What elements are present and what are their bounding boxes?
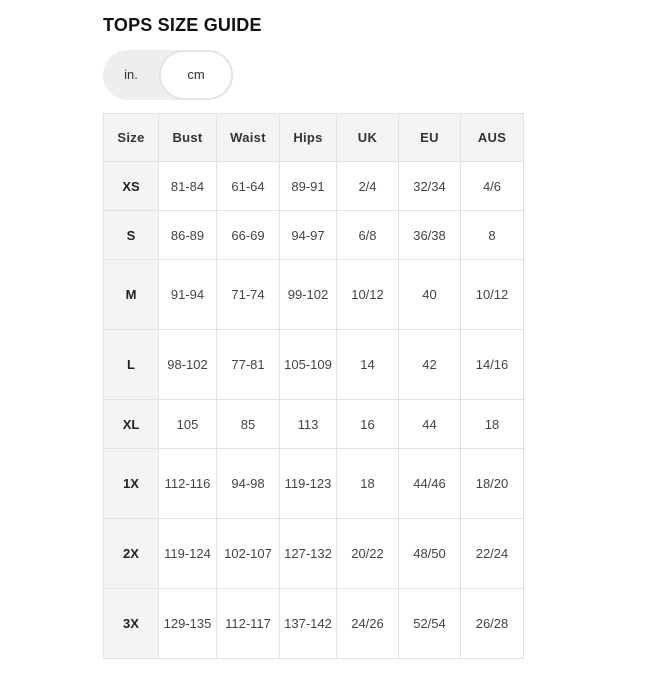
hips-cell: 119-123 xyxy=(280,449,337,519)
bust-cell: 91-94 xyxy=(159,260,217,330)
eu-cell: 44/46 xyxy=(399,449,461,519)
hips-cell: 105-109 xyxy=(280,330,337,400)
aus-cell: 18 xyxy=(461,400,524,449)
aus-cell: 8 xyxy=(461,211,524,260)
table-row xyxy=(104,211,524,260)
waist-cell: 102-107 xyxy=(217,519,280,589)
table-row xyxy=(104,260,524,330)
bust-cell: 105 xyxy=(159,400,217,449)
bust-cell: 86-89 xyxy=(159,211,217,260)
table-row xyxy=(104,519,524,589)
column-header-eu: EU xyxy=(399,114,461,162)
table-header-row xyxy=(104,114,524,162)
hips-cell: 94-97 xyxy=(280,211,337,260)
hips-cell: 113 xyxy=(280,400,337,449)
uk-cell: 16 xyxy=(337,400,399,449)
size-label-cell: 3X xyxy=(104,589,159,659)
size-label-cell: 2X xyxy=(104,519,159,589)
aus-cell: 14/16 xyxy=(461,330,524,400)
eu-cell: 36/38 xyxy=(399,211,461,260)
hips-cell: 89-91 xyxy=(280,162,337,211)
bust-cell: 129-135 xyxy=(159,589,217,659)
aus-cell: 10/12 xyxy=(461,260,524,330)
eu-cell: 44 xyxy=(399,400,461,449)
eu-cell: 48/50 xyxy=(399,519,461,589)
bust-cell: 81-84 xyxy=(159,162,217,211)
waist-cell: 85 xyxy=(217,400,280,449)
unit-option-inches[interactable]: in. xyxy=(124,67,138,82)
waist-cell: 61-64 xyxy=(217,162,280,211)
uk-cell: 20/22 xyxy=(337,519,399,589)
uk-cell: 18 xyxy=(337,449,399,519)
unit-toggle[interactable] xyxy=(103,50,233,100)
hips-cell: 127-132 xyxy=(280,519,337,589)
eu-cell: 40 xyxy=(399,260,461,330)
hips-cell: 99-102 xyxy=(280,260,337,330)
size-label-cell: 1X xyxy=(104,449,159,519)
column-header-size: Size xyxy=(104,114,159,162)
column-header-uk: UK xyxy=(337,114,399,162)
eu-cell: 42 xyxy=(399,330,461,400)
bust-cell: 98-102 xyxy=(159,330,217,400)
uk-cell: 14 xyxy=(337,330,399,400)
size-label-cell: M xyxy=(104,260,159,330)
uk-cell: 6/8 xyxy=(337,211,399,260)
size-label-cell: L xyxy=(104,330,159,400)
table-row xyxy=(104,400,524,449)
bust-cell: 112-116 xyxy=(159,449,217,519)
waist-cell: 94-98 xyxy=(217,449,280,519)
waist-cell: 112-117 xyxy=(217,589,280,659)
size-label-cell: XL xyxy=(104,400,159,449)
table-row xyxy=(104,162,524,211)
waist-cell: 77-81 xyxy=(217,330,280,400)
hips-cell: 137-142 xyxy=(280,589,337,659)
waist-cell: 66-69 xyxy=(217,211,280,260)
uk-cell: 24/26 xyxy=(337,589,399,659)
size-label-cell: XS xyxy=(104,162,159,211)
eu-cell: 52/54 xyxy=(399,589,461,659)
size-chart-table xyxy=(103,113,524,659)
aus-cell: 18/20 xyxy=(461,449,524,519)
aus-cell: 22/24 xyxy=(461,519,524,589)
eu-cell: 32/34 xyxy=(399,162,461,211)
size-label-cell: S xyxy=(104,211,159,260)
unit-option-cm[interactable]: cm xyxy=(161,52,231,98)
aus-cell: 4/6 xyxy=(461,162,524,211)
column-header-bust: Bust xyxy=(159,114,217,162)
page-title: TOPS SIZE GUIDE xyxy=(103,15,262,35)
table-row xyxy=(104,589,524,659)
table-row xyxy=(104,449,524,519)
table-row xyxy=(104,330,524,400)
uk-cell: 2/4 xyxy=(337,162,399,211)
aus-cell: 26/28 xyxy=(461,589,524,659)
column-header-aus: AUS xyxy=(461,114,524,162)
column-header-hips: Hips xyxy=(280,114,337,162)
column-header-waist: Waist xyxy=(217,114,280,162)
uk-cell: 10/12 xyxy=(337,260,399,330)
waist-cell: 71-74 xyxy=(217,260,280,330)
bust-cell: 119-124 xyxy=(159,519,217,589)
